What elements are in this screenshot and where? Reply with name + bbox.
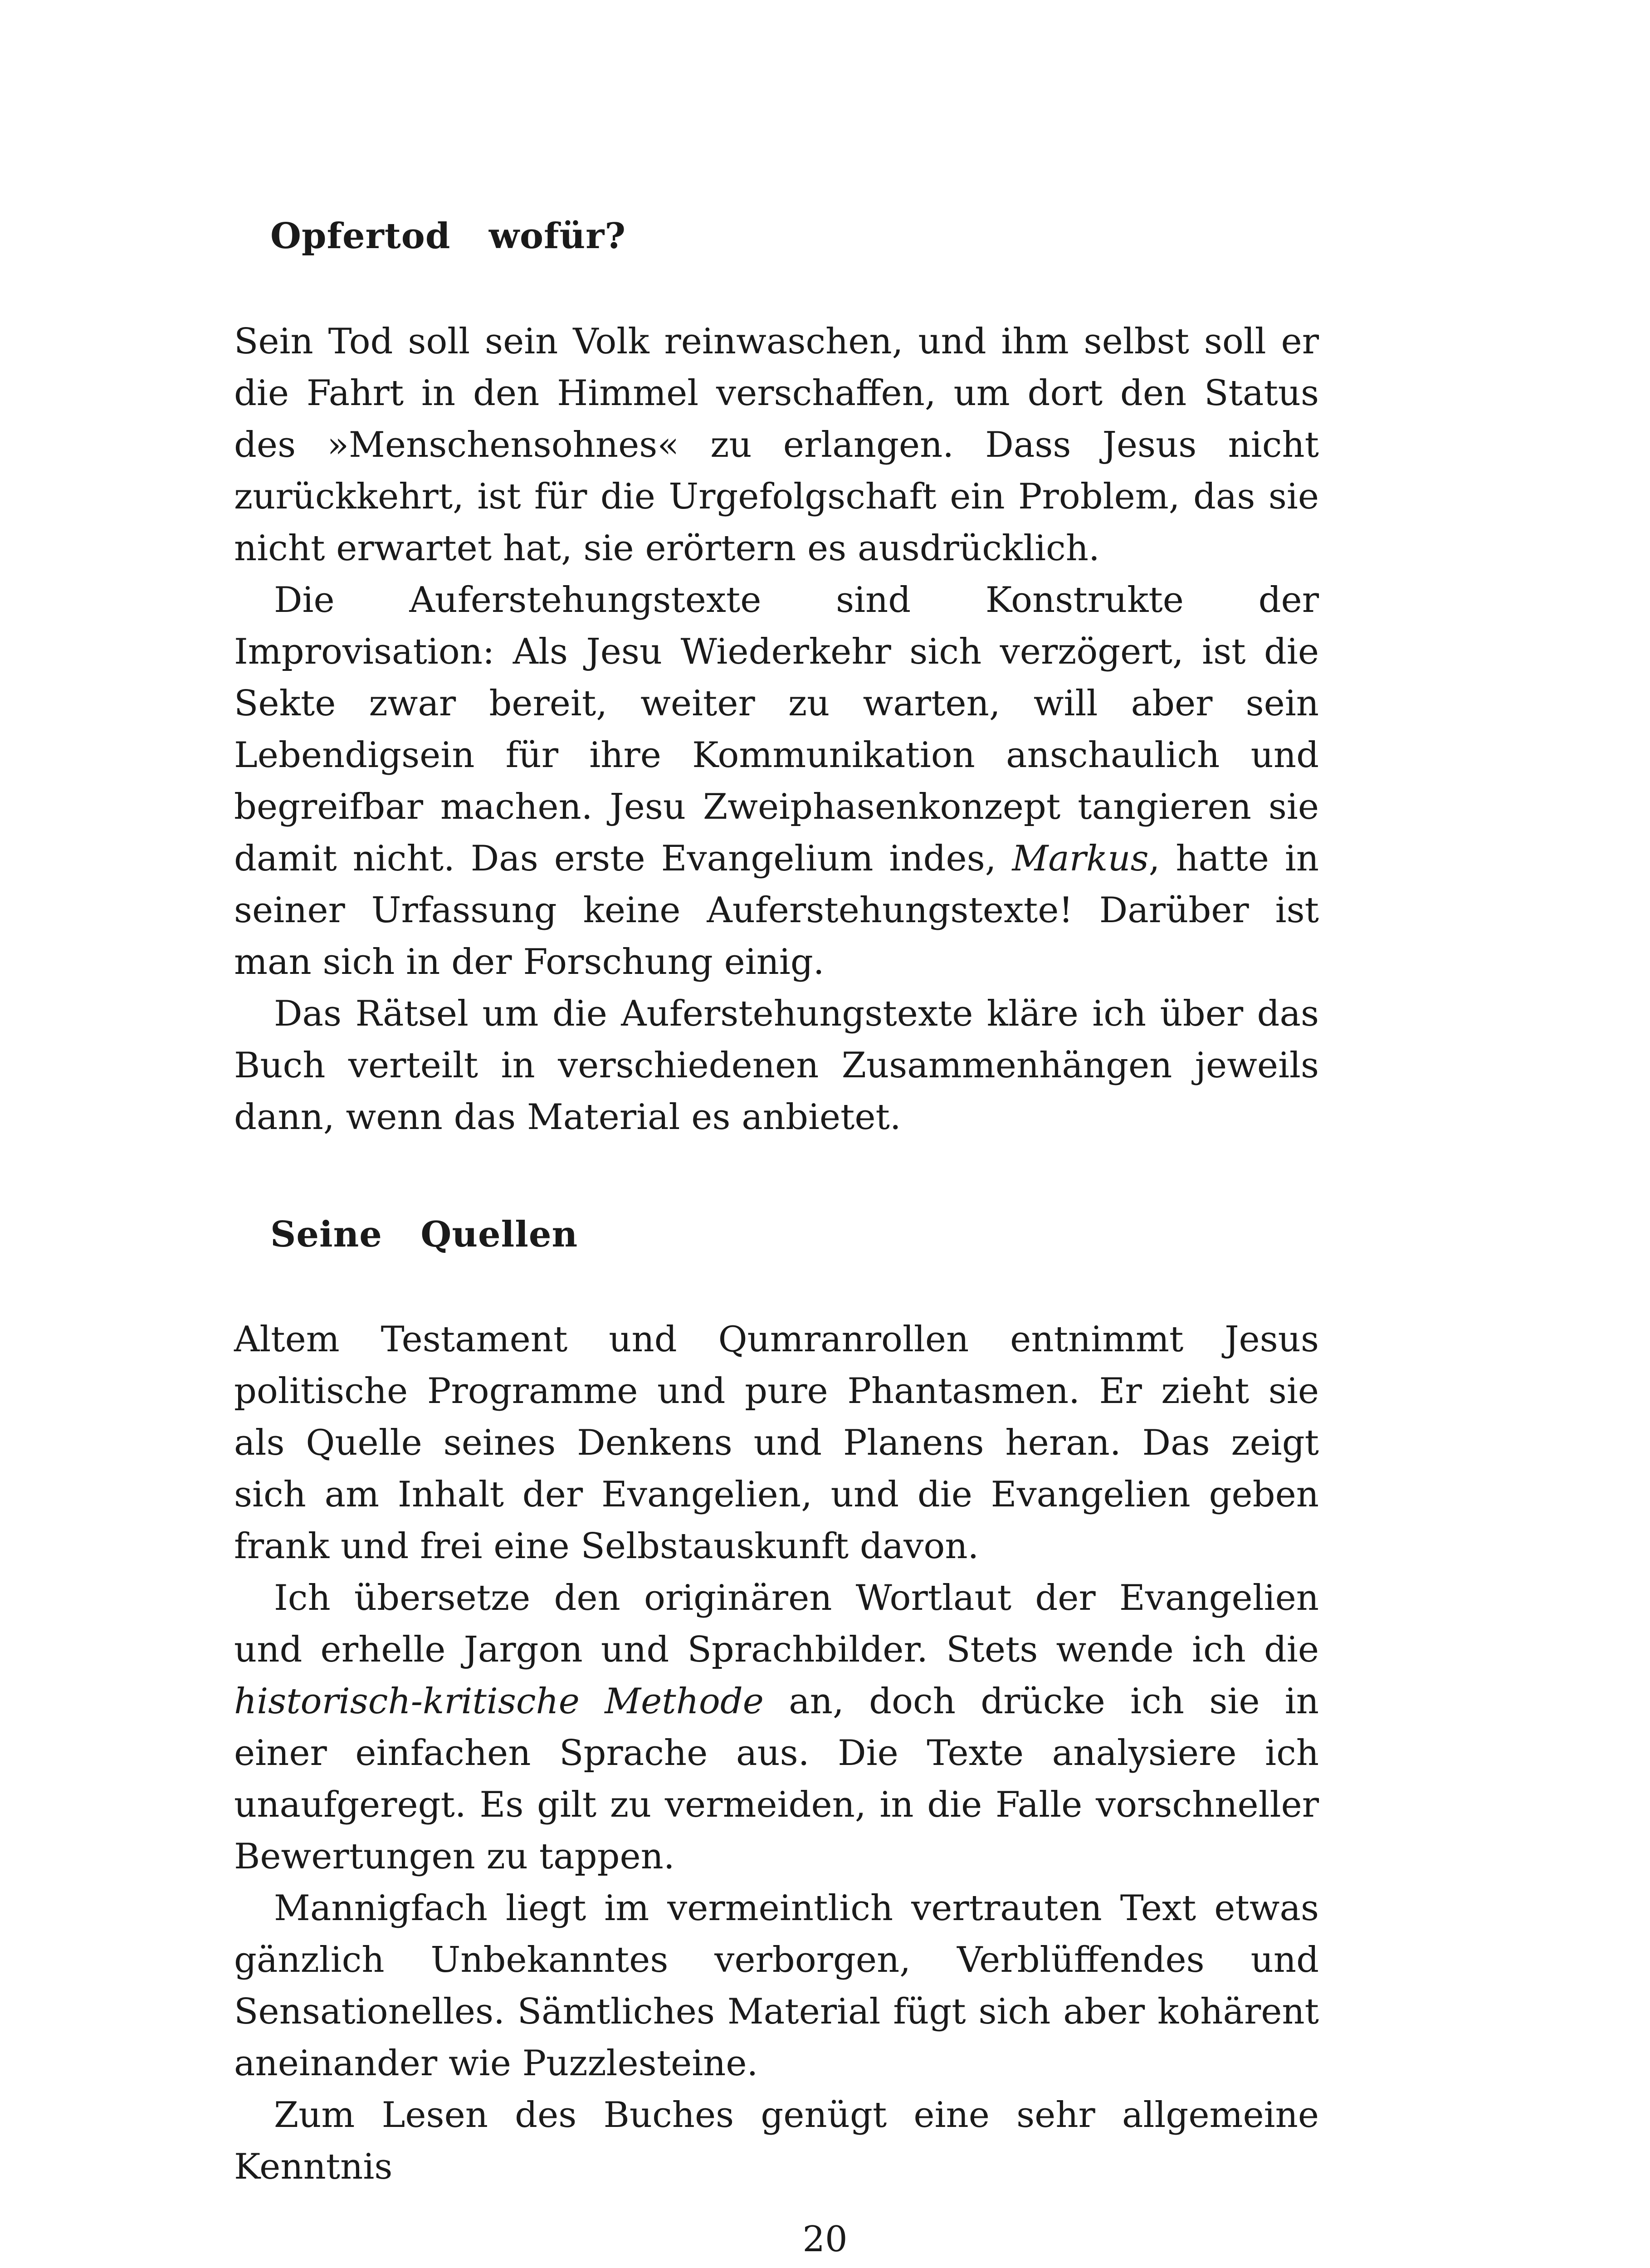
italic-term: historisch-kritische Methode <box>234 1681 764 1722</box>
section-body-quellen <box>234 1314 1319 2193</box>
section-heading-quellen: Seine Quellen <box>270 1214 578 1255</box>
paragraph: Mannigfach liegt im vermeintlich vertrauten Text etwas gänzlich Unbekanntes verborgen, Verblüffendes und Sensationelles. Sämtliches Material fügt sich aber kohärent aneinander wie Puzzlesteine. <box>234 1888 1319 2084</box>
paragraph <box>234 574 1319 988</box>
paragraph: Zum Lesen des Buches genügt eine sehr allgemeine Kenntnis <box>234 2095 1319 2187</box>
paragraph: Sein Tod soll sein Volk reinwaschen, und ihm selbst soll er die Fahrt in den Himmel verschaffen, um dort den Status des »Menschensohnes« zu erlangen. Dass Jesus nicht zurückkehrt, ist für die Urgefolgschaft ein Problem, das sie nicht erwartet hat, sie erörtern es ausdrücklich. <box>234 321 1319 569</box>
paragraph-text: an, doch drücke ich sie in einer einfachen Sprache aus. Die Texte analysiere ich unaufgeregt. Es gilt zu vermeiden, in die Falle vorschneller Bewertungen zu tappen. <box>234 1681 1319 1877</box>
paragraph: Altem Testament und Qumranrollen entnimmt Jesus politische Programme und pure Phantasmen. Er zieht sie als Quelle seines Denkens und Planens heran. Das zeigt sich am Inhalt der Evangelien, und die Evangelien geben frank und frei eine Selbstauskunft davon. <box>234 1319 1319 1567</box>
paragraph-text: Die Auferstehungstexte sind Konstrukte der Improvisation: Als Jesu Wiederkehr sich verzögert, ist die Sekte zwar bereit, weiter zu warten, will aber sein Lebendigsein für ihre Kommunikation anschaulich und begreifbar machen. Jesu Zweiphasenkonzept tangieren sie damit nicht. Das erste Evangelium indes, <box>234 580 1319 879</box>
paragraph-text: , hatte in seiner Urfassung keine Auferstehungstexte! Darüber ist man sich in der Forschung einig. <box>234 838 1319 982</box>
paragraph <box>234 1572 1319 1882</box>
paragraph: Das Rätsel um die Auferstehungstexte kläre ich über das Buch verteilt in verschiedenen Zusammenhängen jeweils dann, wenn das Material es anbietet. <box>234 993 1319 1138</box>
paragraph-text: Ich übersetze den originären Wortlaut der Evangelien und erhelle Jargon und Sprachbilder. Stets wende ich die <box>234 1578 1319 1670</box>
section-body-opfertod <box>234 316 1319 1143</box>
page-number: 20 <box>802 2219 848 2260</box>
section-heading-opfertod: Opfertod wofür? <box>270 215 626 257</box>
italic-term: Markus <box>1012 838 1149 879</box>
